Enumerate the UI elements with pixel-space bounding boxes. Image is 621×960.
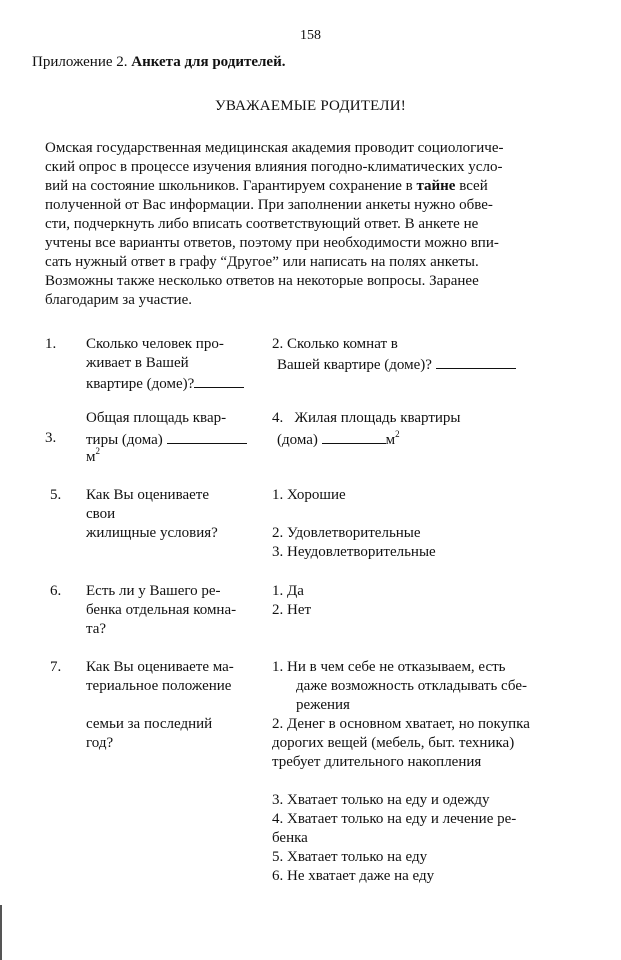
question-3-answer-blank[interactable]: [167, 429, 247, 444]
question-7-option-continued: бенка: [272, 830, 308, 846]
intro-line-text: всей: [459, 178, 488, 194]
page-number: 158: [300, 28, 321, 43]
unit-power: 2: [95, 446, 100, 456]
unit-text: м: [86, 449, 96, 465]
intro-line: сать нужный ответ в графу “Другое” или написать на полях анкеты.: [45, 254, 479, 270]
question-1-number: 1.: [45, 336, 57, 352]
intro-line: Омская государственная медицинская академия проводит социологиче-: [45, 140, 504, 156]
question-4-line-text: Жилая площадь квартиры: [294, 410, 461, 426]
question-7-option[interactable]: 2. Денег в основном хватает, но покупка: [272, 716, 530, 732]
question-4-line: [277, 429, 400, 450]
intro-line-text: вий на состояние школьников. Гарантируем сохранение в: [45, 178, 413, 194]
question-7-option[interactable]: 4. Хватает только на еду и лечение ре-: [272, 811, 517, 827]
question-7-number: 7.: [50, 659, 62, 675]
question-2-line: 2. Сколько комнат в: [272, 336, 398, 352]
question-6-option[interactable]: 2. Нет: [272, 602, 312, 618]
question-5-option[interactable]: 2. Удовлетворительные: [272, 525, 421, 541]
question-4-number: 4.: [272, 410, 284, 426]
intro-line: ский опрос в процессе изучения влияния погодно-климатических усло-: [45, 159, 503, 175]
appendix-heading: [32, 53, 285, 72]
question-7-option-continued: даже возможность откладывать сбе-: [296, 678, 527, 694]
question-7-option-continued: режения: [296, 697, 350, 713]
question-3-line: [86, 429, 247, 450]
question-7-option[interactable]: 6. Не хватает даже на еду: [272, 868, 435, 884]
question-5-line: Как Вы оцениваете: [86, 487, 209, 503]
question-7-line: териальное положение: [86, 678, 232, 694]
question-7-line: год?: [86, 735, 114, 751]
question-5-option[interactable]: 1. Хорошие: [272, 487, 346, 503]
question-3-line: Общая площадь квар-: [86, 410, 227, 426]
question-1-line: живает в Вашей: [86, 355, 189, 371]
question-2-line: [277, 354, 516, 375]
intro-line: Возможны также несколько ответов на некоторые вопросы. Заранее: [45, 273, 479, 289]
unit-text: м: [385, 432, 396, 448]
question-6-number: 6.: [50, 583, 62, 599]
question-7-option[interactable]: 5. Хватает только на еду: [272, 849, 428, 865]
scan-edge-mark: [0, 905, 2, 960]
question-1-line: Сколько человек про-: [86, 336, 224, 352]
question-7-option-continued: требует длительного накопления: [272, 754, 482, 770]
question-6-line: та?: [86, 621, 107, 637]
question-6-line: бенка отдельная комна-: [86, 602, 237, 618]
question-2-line-text: Вашей квартире (доме)?: [277, 357, 432, 373]
question-1-line-text: квартире (доме)?: [86, 376, 195, 392]
question-3-line-text: тиры (дома): [86, 432, 163, 448]
intro-bold-word: тайне: [416, 178, 456, 194]
question-7-line: семьи за последний: [86, 716, 213, 732]
question-4-line: [272, 409, 461, 428]
greeting-heading: УВАЖАЕМЫЕ РОДИТЕЛИ!: [215, 98, 406, 114]
question-3-number: 3.: [45, 430, 57, 446]
question-6-option[interactable]: 1. Да: [272, 583, 304, 599]
question-1-line: [86, 373, 244, 394]
question-3-unit: [86, 448, 100, 467]
question-7-line: Как Вы оцениваете ма-: [86, 659, 234, 675]
question-5-line: свои: [86, 506, 116, 522]
question-1-answer-blank[interactable]: [194, 373, 244, 388]
intro-paragraph: [45, 139, 575, 310]
question-4-answer-blank[interactable]: [322, 429, 386, 444]
intro-line: [45, 177, 575, 196]
intro-line: учтены все варианты ответов, поэтому при необходимости можно впи-: [45, 235, 499, 251]
appendix-prefix: Приложение 2.: [32, 54, 128, 70]
question-7-option[interactable]: 1. Ни в чем себе не отказываем, есть: [272, 659, 506, 675]
question-2-answer-blank[interactable]: [436, 354, 516, 369]
intro-line: благодарим за участие.: [45, 292, 192, 308]
question-5-line: жилищные условия?: [86, 525, 218, 541]
question-7-option-continued: дорогих вещей (мебель, быт. техника): [272, 735, 515, 751]
unit-power: 2: [395, 429, 400, 439]
appendix-title: Анкета для родителей.: [131, 54, 286, 70]
question-5-option[interactable]: 3. Неудовлетворительные: [272, 544, 436, 560]
question-5-number: 5.: [50, 487, 62, 503]
intro-line: сти, подчеркнуть либо вписать соответствующий ответ. В анкете не: [45, 216, 479, 232]
intro-line: полученной от Вас информации. При заполнении анкеты нужно обве-: [45, 197, 493, 213]
question-4-line-text: (дома): [277, 432, 318, 448]
question-7-option[interactable]: 3. Хватает только на еду и одежду: [272, 792, 490, 808]
question-6-line: Есть ли у Вашего ре-: [86, 583, 221, 599]
